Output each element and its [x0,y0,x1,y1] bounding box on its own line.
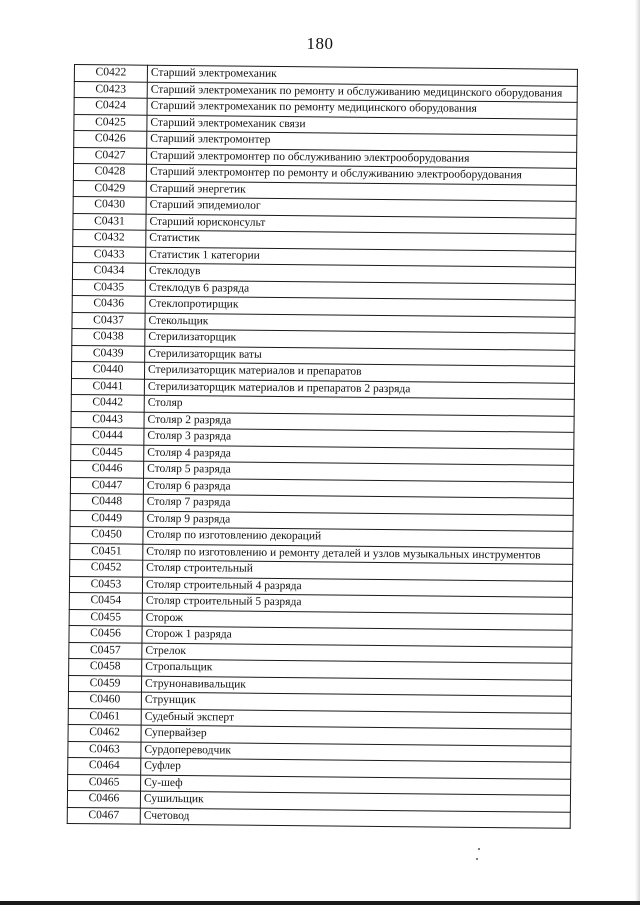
row-title: Су-шеф [141,775,571,796]
row-title: Статистик [146,230,576,251]
row-code: С0465 [68,774,141,791]
row-code: С0447 [70,477,143,494]
row-title: Старший электромонтер по обслуживанию электрооборудования [147,148,577,169]
scan-speck [478,848,480,850]
row-title: Стеклодув [145,263,575,284]
row-title: Стрелок [142,643,572,664]
row-code: С0433 [73,246,146,263]
row-code: С0436 [72,295,145,312]
row-title: Старший электромеханик по ремонту и обслуживанию медицинского оборудования [147,82,577,103]
row-code: С0437 [72,312,145,329]
row-title: Сурдопереводчик [141,742,571,763]
row-title: Старший юрисконсульт [146,214,576,235]
row-title: Струнонавивальщик [141,676,571,697]
row-title: Статистик 1 категории [146,247,576,268]
row-title: Старший электромеханик по ремонту медицинского оборудования [147,98,577,119]
row-code: С0430 [73,196,146,213]
row-title: Супервайзер [141,725,571,746]
row-title: Старший электромеханик связи [147,115,577,136]
row-title: Столяр 6 разряда [143,478,573,499]
row-code: С0449 [70,510,143,527]
row-title: Столяр строительный [143,560,573,581]
row-code: С0457 [69,642,142,659]
row-title: Стеклопротирщик [145,296,575,317]
row-code: С0432 [73,229,146,246]
row-title: Стеклодув 6 разряда [145,280,575,301]
row-title: Столяр 2 разряда [144,412,574,433]
scan-speck [476,858,478,860]
row-title: Стерилизаторщик ваты [145,346,575,367]
row-code: С0422 [74,65,147,82]
row-code: С0456 [69,625,142,642]
row-code: С0427 [74,147,147,164]
row-code: С0464 [68,757,141,774]
row-code: С0446 [71,460,144,477]
row-code: С0453 [69,576,142,593]
row-code: С0455 [69,609,142,626]
row-title: Старший эпидемиолог [146,197,576,218]
row-title: Стропальщик [142,659,572,680]
row-title: Сушильщик [140,791,570,812]
row-title: Столяр 3 разряда [144,428,574,449]
row-code: С0440 [71,361,144,378]
row-code: С0448 [70,493,143,510]
row-code: С0466 [67,790,140,807]
row-code: С0450 [70,526,143,543]
row-title: Столяр 7 разряда [143,494,573,515]
row-title: Стекольщик [145,313,575,334]
row-title: Стерилизаторщик материалов и препаратов [144,362,574,383]
row-code: С0462 [68,724,141,741]
row-code: С0425 [74,114,147,131]
row-code: С0454 [69,592,142,609]
row-title: Сторож 1 разряда [142,626,572,647]
scan-edge-bottom [0,901,640,905]
row-code: С0424 [74,98,147,115]
row-code: С0444 [71,427,144,444]
row-title: Старший энергетик [146,181,576,202]
row-title: Столяр 9 разряда [143,511,573,532]
row-title: Сторож [142,610,572,631]
row-title: Столяр 5 разряда [144,461,574,482]
row-code: С0452 [70,559,143,576]
row-code: С0451 [70,543,143,560]
row-code: С0434 [72,262,145,279]
row-code: С0443 [71,411,144,428]
row-code: С0463 [68,741,141,758]
row-code: С0439 [72,345,145,362]
row-title: Столяр строительный 4 разряда [142,577,572,598]
table-row [67,807,570,828]
row-title: Струнщик [141,692,571,713]
scan-edge-right [635,0,640,905]
occupation-table [67,64,578,829]
row-code: С0458 [69,658,142,675]
row-code: С0441 [71,378,144,395]
table-body [67,65,577,829]
row-code: С0445 [71,444,144,461]
row-code: С0428 [73,164,146,181]
row-code: С0461 [68,708,141,725]
row-code: С0467 [67,807,140,824]
row-code: С0426 [74,131,147,148]
row-title: Суфлер [141,758,571,779]
row-title: Счетовод [140,808,570,829]
row-code: С0438 [72,328,145,345]
row-title: Столяр 4 разряда [144,445,574,466]
row-code: С0460 [68,691,141,708]
row-code: С0429 [73,180,146,197]
row-code: С0442 [71,394,144,411]
row-title: Столяр по изготовлению декораций [143,527,573,548]
row-code: С0435 [72,279,145,296]
row-title: Судебный эксперт [141,709,571,730]
row-code: С0459 [68,675,141,692]
row-title: Столяр по изготовлению и ремонту деталей и узлов музыкальных инструментов [143,544,573,565]
row-title: Старший электромонтер [147,131,577,152]
row-code: С0431 [73,213,146,230]
page-number: 180 [306,34,334,53]
row-title: Стерилизаторщик [145,329,575,350]
row-title: Старший электромеханик [147,65,577,86]
row-title: Столяр строительный 5 разряда [142,593,572,614]
row-title: Стерилизаторщик материалов и препаратов 2 разряда [144,379,574,400]
row-title: Старший электромонтер по ремонту и обслуживанию электрооборудования [146,164,576,185]
row-code: С0423 [74,81,147,98]
row-title: Столяр [144,395,574,416]
